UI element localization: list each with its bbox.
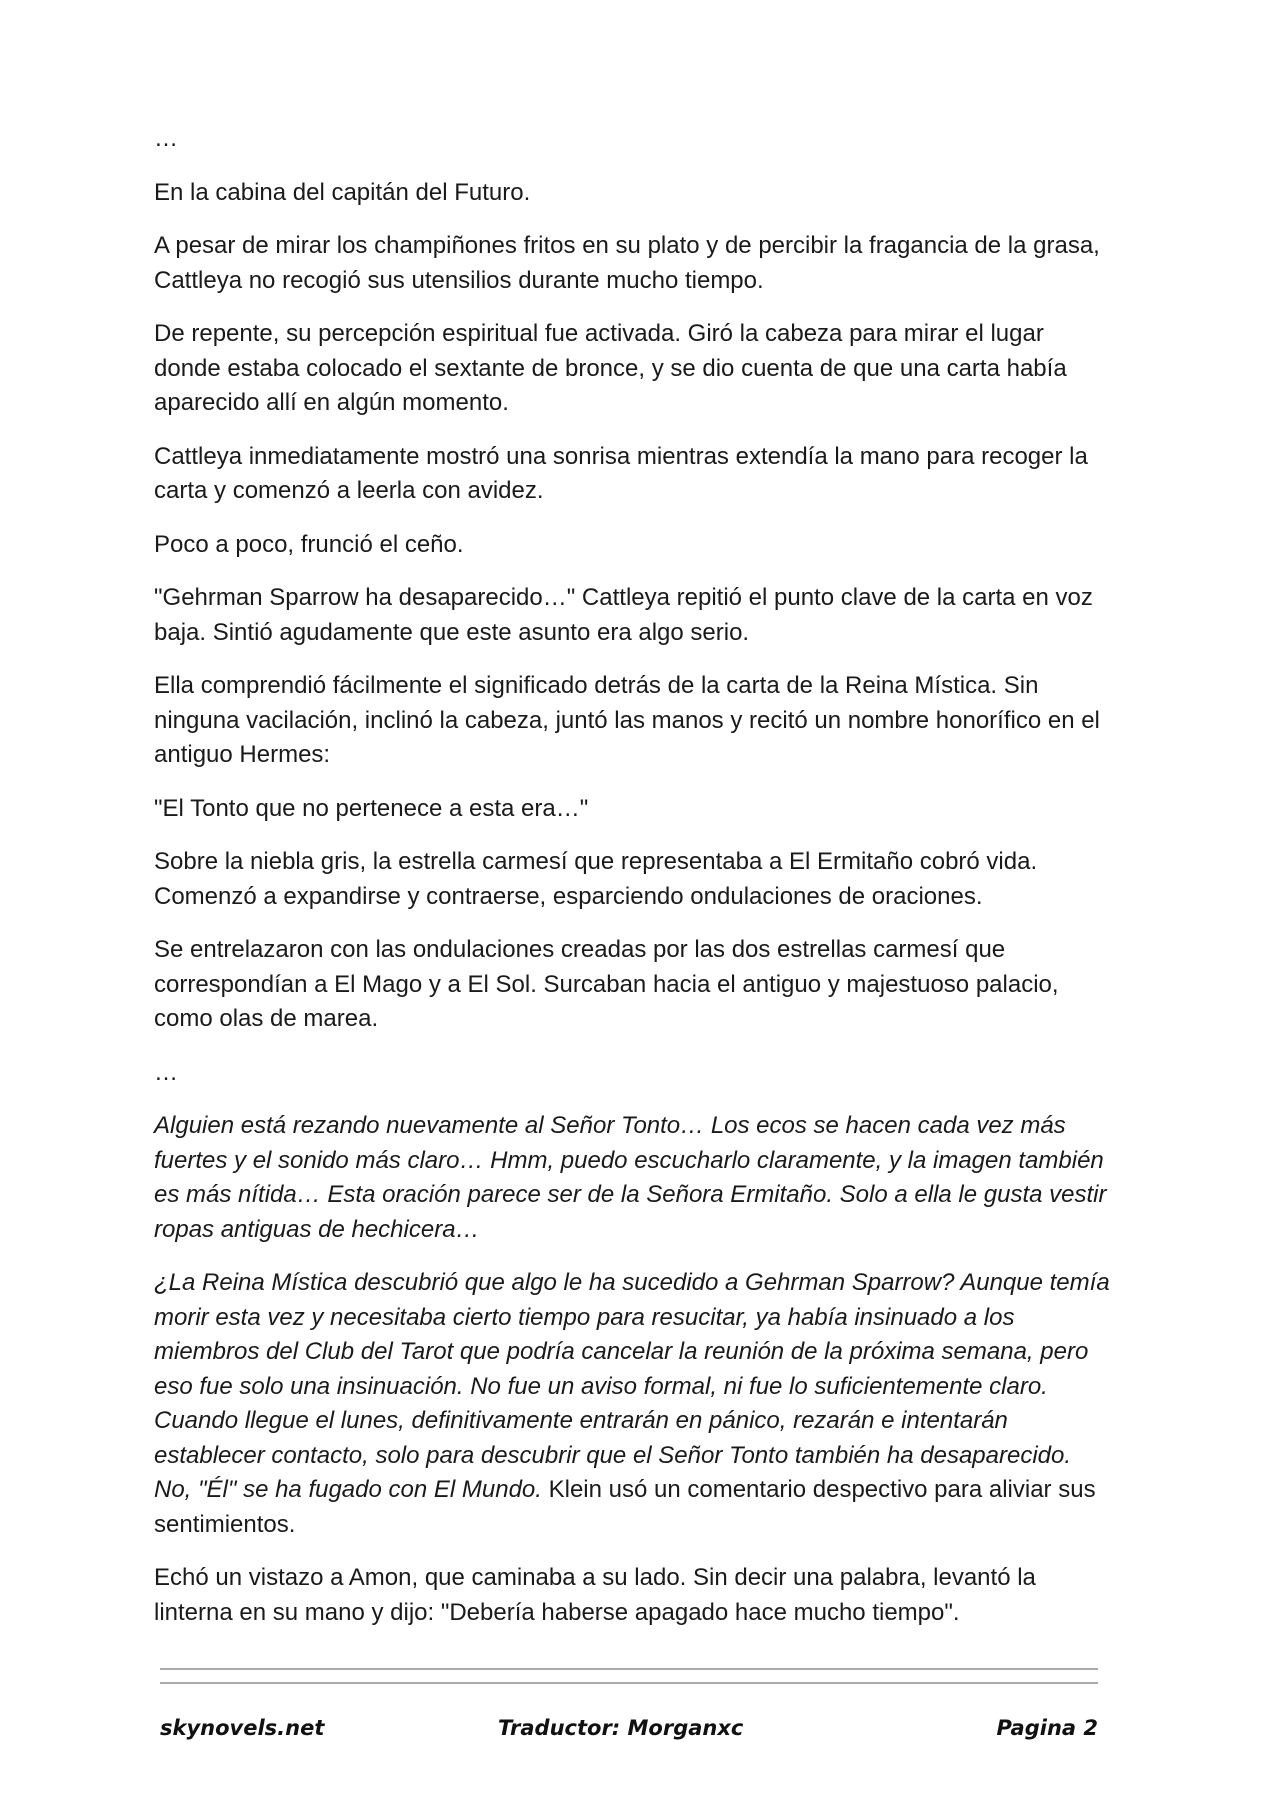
paragraph [154,122,1114,157]
paragraph [154,669,1114,773]
paragraph-text: En la cabina del capitán del Futuro. [154,178,531,206]
paragraph [154,176,1114,211]
paragraph-text: Ella comprendió fácilmente el significado detrás de la carta de la Reina Mística. Sin ninguna vacilación, inclinó la cabeza, juntó las manos y recitó un nombre honorífico en el antiguo Hermes: [154,672,1100,768]
paragraph-text: De repente, su percepción espiritual fue activada. Giró la cabeza para mirar el lugar donde estaba colocado el sextante de bronce, y se dio cuenta de que una carta había aparecido allí en algún momento. [154,320,1067,416]
footer-rule-bottom [160,1682,1098,1684]
document-body [154,122,1114,1649]
page-footer [160,1716,1098,1748]
paragraph-text: "El Tonto que no pertenece a esta era…" [154,794,589,822]
paragraph [154,1056,1114,1091]
paragraph [154,317,1114,421]
paragraph-text: Alguien está rezando nuevamente al Señor Tonto… Los ecos se hacen cada vez más fuertes y el sonido más claro… Hmm, puedo escucharlo claramente, y la imagen también es más nítida… Esta oración parece ser de la Señora Ermitaño. Solo a ella le gusta vestir ropas antiguas de hechicera… [154,1112,1107,1243]
paragraph-text: Echó un vistazo a Amon, que caminaba a su lado. Sin decir una palabra, levantó la linterna en su mano y dijo: "Debería haberse apagado hace mucho tiempo". [154,1564,1036,1626]
paragraph-text: Se entrelazaron con las ondulaciones creadas por las dos estrellas carmesí que correspondían a El Mago y a El Sol. Surcaban hacia el antiguo y majestuoso palacio, como olas de marea. [154,936,1059,1032]
footer-site: skynovels.net [160,1716,325,1740]
paragraph-text: Sobre la niebla gris, la estrella carmesí que representaba a El Ermitaño cobró vida. Comenzó a expandirse y contraerse, esparciendo ondulaciones de oraciones. [154,848,1038,910]
footer-translator: Traductor: Morganxc [498,1716,744,1740]
paragraph-text: Poco a poco, frunció el ceño. [154,530,464,558]
paragraph [154,1561,1114,1630]
footer-page-number: Pagina 2 [996,1716,1098,1740]
paragraph [154,440,1114,509]
paragraph-text: A pesar de mirar los champiñones fritos en su plato y de percibir la fragancia de la grasa, Cattleya no recogió sus utensilios durante mucho tiempo. [154,232,1100,294]
paragraph-text: "Gehrman Sparrow ha desaparecido…" Cattleya repitió el punto clave de la carta en voz baja. Sintió agudamente que este asunto era algo serio. [154,584,1093,646]
paragraph [154,792,1114,827]
paragraph [154,229,1114,298]
paragraph [154,1109,1114,1247]
paragraph [154,581,1114,650]
paragraph-text: … [154,1058,178,1086]
paragraph-text: … [154,125,178,152]
paragraph-text: Cattleya inmediatamente mostró una sonrisa mientras extendía la mano para recoger la carta y comenzó a leerla con avidez. [154,442,1088,504]
footer-rule-top [160,1668,1098,1670]
paragraph [154,933,1114,1037]
paragraph [154,1266,1114,1542]
paragraph [154,528,1114,563]
paragraph-text: ¿La Reina Mística descubrió que algo le ha sucedido a Gehrman Sparrow? Aunque temía morir esta vez y necesitaba cierto tiempo para resucitar, ya había insinuado a los miembros del Club del Tarot que podría cancelar la reunión de la próxima semana, pero eso fue solo una insinuación. No fue un aviso formal, ni fue lo suficientemente claro. Cuando llegue el lunes, definitivamente entrarán en pánico, rezarán e intentarán establecer contacto, solo para descubrir que el Señor Tonto también ha desaparecido. No, "Él" se ha fugado con El Mundo. [154,1269,1110,1503]
paragraph [154,845,1114,914]
paragraph-text: Klein usó un comentario despectivo para aliviar sus sentimientos. [154,1476,1096,1538]
